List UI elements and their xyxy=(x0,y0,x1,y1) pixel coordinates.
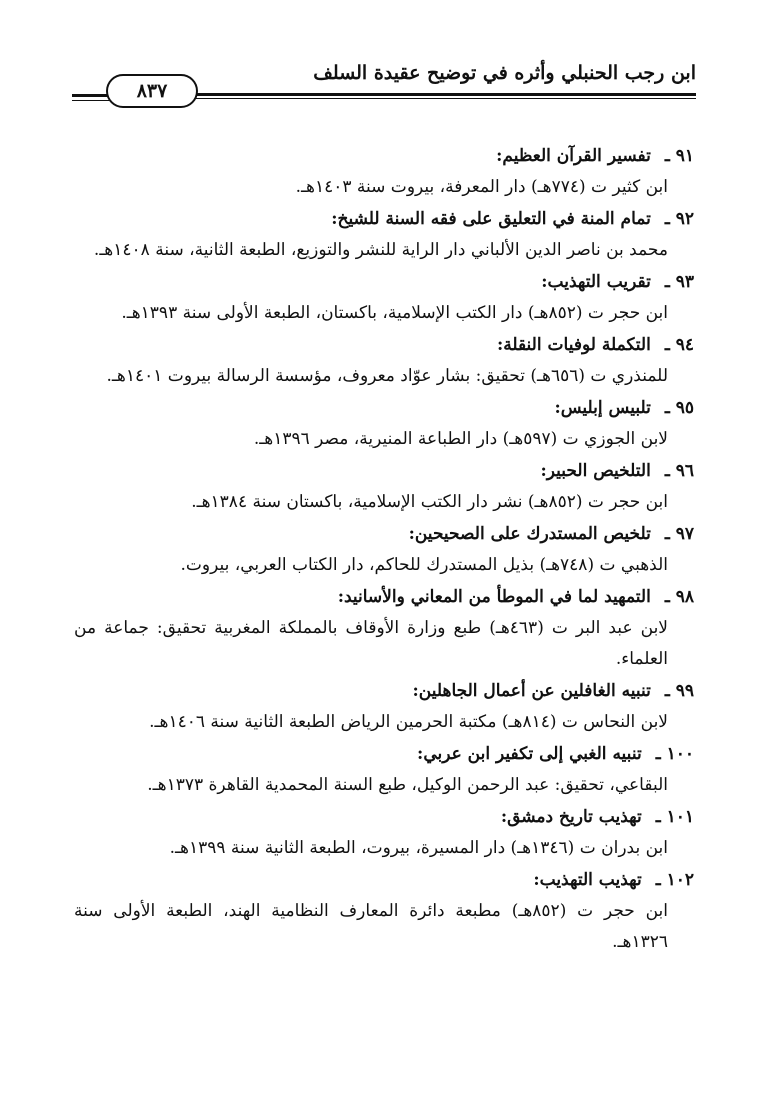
entry-title: تنبيه الغافلين عن أعمال الجاهلين: xyxy=(412,681,651,701)
entry-title: تفسير القرآن العظيم: xyxy=(496,146,651,166)
header-rule-left-thin xyxy=(72,100,110,101)
entry-title: تقريب التهذيب: xyxy=(541,272,651,292)
entry-detail: ابن حجر ت (٨٥٢هـ) نشر دار الكتب الإسلامية، باكستان سنة ١٣٨٤هـ. xyxy=(191,492,668,512)
entry-detail: لابن النحاس ت (٨١٤هـ) مكتبة الحرمين الرياض الطبعة الثانية سنة ١٤٠٦هـ. xyxy=(149,712,668,732)
entry-number: ١٠١ ـ xyxy=(655,807,694,827)
entry-title: تهذيب تاريخ دمشق: xyxy=(500,807,642,827)
entry-number: ٩٨ ـ xyxy=(664,587,694,607)
bibliography-entry xyxy=(74,329,694,392)
entry-detail: محمد بن ناصر الدين الألباني دار الراية للنشر والتوزيع، الطبعة الثانية، سنة ١٤٠٨هـ. xyxy=(93,240,668,260)
header-rule-thin xyxy=(164,98,696,99)
entry-title: تنبيه الغبي إلى تكفير ابن عربي: xyxy=(417,744,642,764)
entry-title: التكملة لوفيات النقلة: xyxy=(496,335,651,355)
entry-title: تهذيب التهذيب: xyxy=(533,870,642,890)
entry-title: تمام المنة في التعليق على فقه السنة للشيخ: xyxy=(331,209,651,229)
entry-number: ١٠٢ ـ xyxy=(655,870,694,890)
entry-number: ١٠٠ ـ xyxy=(655,744,694,764)
bibliography-entry xyxy=(74,581,694,675)
bibliography-entry xyxy=(74,203,694,266)
entry-number: ٩٦ ـ xyxy=(664,461,694,481)
bibliography-entry xyxy=(74,518,694,581)
bibliography-entry xyxy=(74,392,694,455)
page-header xyxy=(72,60,696,106)
page-number: ٨٣٧ xyxy=(106,74,198,108)
entry-number: ٩٧ ـ xyxy=(664,524,694,544)
entry-detail: الذهبي ت (٧٤٨هـ) بذيل المستدرك للحاكم، دار الكتاب العربي، بيروت. xyxy=(180,555,668,575)
entry-detail: ابن بدران ت (١٣٤٦هـ) دار المسيرة، بيروت، الطبعة الثانية سنة ١٣٩٩هـ. xyxy=(169,838,668,858)
entry-number: ٩٤ ـ xyxy=(664,335,694,355)
bibliography-entry xyxy=(74,266,694,329)
entry-detail: ابن حجر ت (٨٥٢هـ) مطبعة دائرة المعارف النظامية الهند، الطبعة الأولى سنة ١٣٢٦هـ. xyxy=(74,901,669,952)
header-rule-left xyxy=(72,94,110,97)
bibliography-entry xyxy=(74,864,694,958)
entry-detail: للمنذري ت (٦٥٦هـ) تحقيق: بشار عوّاد معروف، مؤسسة الرسالة بيروت ١٤٠١هـ. xyxy=(106,366,668,386)
bibliography-list xyxy=(74,140,694,958)
entry-title: التلخيص الحبير: xyxy=(540,461,651,481)
bibliography-entry xyxy=(74,140,694,203)
entry-title: تلبيس إبليس: xyxy=(554,398,651,418)
entry-number: ٩٣ ـ xyxy=(664,272,694,292)
entry-detail: ابن كثير ت (٧٧٤هـ) دار المعرفة، بيروت سنة ١٤٠٣هـ. xyxy=(295,177,668,197)
bibliography-entry xyxy=(74,675,694,738)
entry-detail: البقاعي، تحقيق: عبد الرحمن الوكيل، طبع السنة المحمدية القاهرة ١٣٧٣هـ. xyxy=(147,775,668,795)
entry-title: تلخيص المستدرك على الصحيحين: xyxy=(408,524,651,544)
entry-detail: لابن عبد البر ت (٤٦٣هـ) طبع وزارة الأوقاف بالمملكة المغربية تحقيق: جماعة من العلماء. xyxy=(74,618,668,669)
entry-number: ٩٥ ـ xyxy=(664,398,694,418)
bibliography-entry xyxy=(74,738,694,801)
entry-number: ٩٢ ـ xyxy=(664,209,694,229)
bibliography-entry xyxy=(74,455,694,518)
header-rule xyxy=(164,93,696,96)
bibliography-entry xyxy=(74,801,694,864)
entry-title: التمهيد لما في الموطأ من المعاني والأسانيد: xyxy=(337,587,651,607)
entry-number: ٩١ ـ xyxy=(664,146,694,166)
entry-detail: لابن الجوزي ت (٥٩٧هـ) دار الطباعة المنيرية، مصر ١٣٩٦هـ. xyxy=(253,429,668,449)
entry-detail: ابن حجر ت (٨٥٢هـ) دار الكتب الإسلامية، باكستان، الطبعة الأولى سنة ١٣٩٣هـ. xyxy=(121,303,668,323)
entry-number: ٩٩ ـ xyxy=(664,681,694,701)
running-title: ابن رجب الحنبلي وأثره في توضيح عقيدة السلف xyxy=(313,62,696,84)
